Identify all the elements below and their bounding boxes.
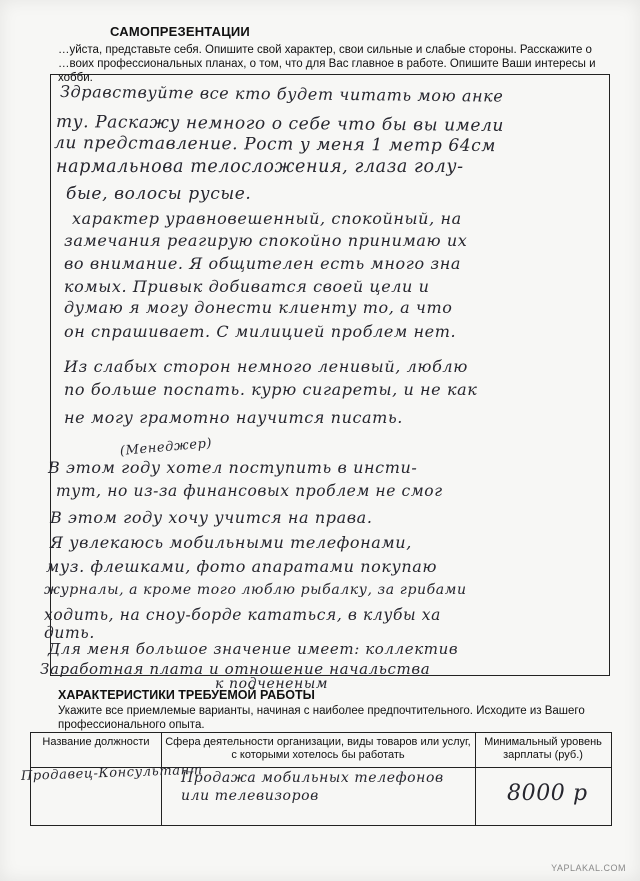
header-position: Название должности [42, 736, 150, 748]
handwriting-line: не могу грамотно научится писать. [64, 408, 403, 427]
handwriting-line: Заработная плата и отношение начальства [40, 660, 431, 678]
handwriting-line: комых. Привык добиватся своей цели и [64, 277, 430, 296]
handwriting-line: Из слабых сторон немного ленивый, люблю [64, 357, 468, 376]
requirements-instructions-line-1: Укажите все приемлемые варианты, начиная с наиболее предпочтительного. Исходите из Вашего [58, 705, 585, 717]
handwriting-line: ли представление. Рост у меня 1 метр 64см [53, 133, 497, 157]
handwriting-line: журналы, а кроме того люблю рыбалку, за грибами [44, 582, 467, 598]
handwriting-line: В этом году хочу учится на права. [50, 508, 373, 527]
handwriting-line: к подчененым [215, 676, 329, 692]
handwriting-insertion: (Менеджер) [119, 435, 213, 459]
cell-position: Продавец-Консультант [20, 762, 203, 784]
handwriting-line: по больше поспать. курю сигареты, и не как [64, 380, 478, 399]
handwriting-line: Для меня большое значение имеет: коллектив [48, 640, 459, 658]
header-salary: Минимальный уровень зарплаты (руб.) [484, 736, 602, 761]
handwriting-line: Здравствуйте все кто будет читать мою анке [59, 82, 504, 106]
table-column-divider [475, 733, 476, 825]
section-instructions-line-2: …воих профессиональных планах, о том, что для Вас главное в работе. Опишите Ваши интересы и хобби. [58, 58, 596, 84]
handwriting-line: замечания реагирую спокойно принимаю их [64, 231, 468, 250]
handwriting-line: во внимание. Я общителен есть много зна [64, 254, 461, 273]
handwriting-line: муз. флешками, фото апаратами покупаю [46, 557, 438, 576]
cell-salary: 8000 р [507, 781, 588, 806]
handwriting-line: характер уравновешенный, спокойный, на [72, 209, 462, 228]
handwriting-line: ту. Раскажу немного о себе что бы вы имели [55, 112, 505, 136]
header-sphere: Сфера деятельности организации, виды товаров или услуг, с которыми хотелось бы работать [165, 736, 471, 761]
section-instructions-line-1: …уйста, представьте себя. Опишите свой характер, свои сильные и слабые стороны. Расскажите о [58, 44, 592, 56]
handwriting-line: бые, волосы русые. [66, 184, 252, 204]
cell-sphere: Продажа мобильных телефонов или телевизоров [181, 770, 444, 804]
requirements-instructions-line-2: профессионального опыта. [58, 719, 205, 731]
section-title: САМОПРЕЗЕНТАЦИИ [110, 24, 250, 39]
handwriting-line: думаю я могу донести клиенту то, а что [64, 298, 453, 317]
requirements-title: ХАРАКТЕРИСТИКИ ТРЕБУЕМОЙ РАБОТЫ [58, 688, 315, 702]
watermark: YAPLAKAL.COM [551, 863, 626, 873]
handwriting-line: ходить, на сноу-борде кататься, в клубы ха [44, 606, 441, 624]
handwriting-line: В этом году хотел поступить в инсти- [48, 458, 418, 477]
handwriting-line: тут, но из-за финансовых проблем не смог [56, 482, 443, 500]
requirements-instructions [58, 704, 628, 732]
handwriting-line: он спрашивает. С милицией проблем нет. [64, 322, 457, 341]
handwriting-line: нармальнова телосложения, глаза голу- [56, 157, 464, 177]
handwriting-line: Я увлекаюсь мобильными телефонами, [50, 533, 412, 552]
handwriting-line: дить. [44, 624, 95, 642]
requirements-table [20, 732, 612, 826]
